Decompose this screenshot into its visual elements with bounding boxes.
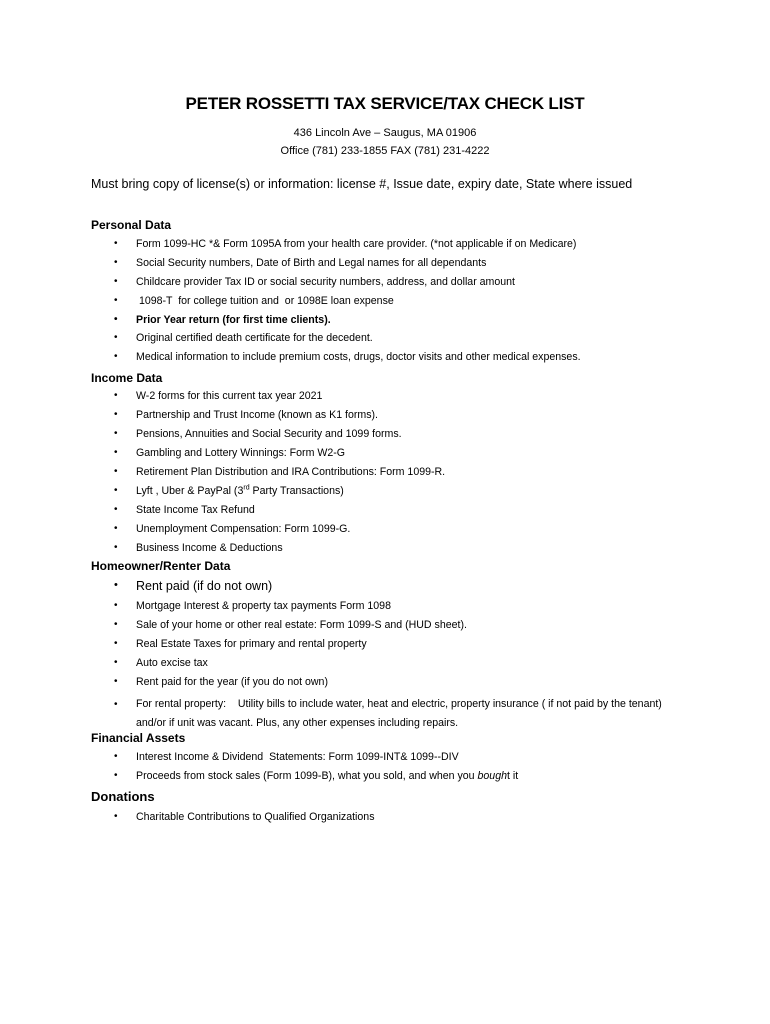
list-item: [0, 695, 686, 733]
list-item: [0, 811, 375, 830]
financial-assets-list: [0, 751, 518, 789]
section-heading-personal: Personal Data: [91, 218, 172, 232]
ordinal-suffix: rd: [243, 484, 250, 492]
list-item-text: Real Estate Taxes for primary and rental property: [136, 638, 367, 650]
list-item-text: Original certified death certificate for the decedent.: [136, 332, 373, 344]
page-title: PETER ROSSETTI TAX SERVICE/TAX CHECK LIST: [185, 94, 585, 113]
contact-line: Office (781) 233-1855 FAX (781) 231-4222: [280, 145, 490, 157]
list-item: [0, 238, 581, 257]
address-block: [0, 124, 770, 160]
list-item: [0, 351, 581, 370]
list-item-text: Interest Income & Dividend Statements: Form 1099-INT& 1099--DIV: [136, 751, 459, 763]
list-item-text: Gambling and Lottery Winnings: Form W2-G: [136, 447, 346, 459]
list-item: [0, 390, 445, 409]
section-heading-homeowner: Homeowner/Renter Data: [91, 559, 231, 573]
list-item-text: Childcare provider Tax ID or social security numbers, address, and dollar amount: [136, 276, 515, 288]
list-item: [0, 447, 445, 466]
bullet-icon: •: [114, 638, 118, 649]
bullet-icon: •: [114, 751, 118, 762]
list-item-text: Pensions, Annuities and Social Security and 1099 forms.: [136, 428, 402, 440]
list-item-text: Lyft , Uber & PayPal (3: [136, 485, 244, 497]
list-item: [0, 638, 686, 657]
list-item: [0, 295, 581, 314]
list-item-text: State Income Tax Refund: [136, 504, 255, 516]
bullet-icon: •: [114, 811, 118, 822]
list-item-text: Business Income & Deductions: [136, 542, 283, 554]
list-item-text: Rent paid (if do not own): [136, 579, 273, 593]
list-item: [0, 523, 445, 542]
list-item: [0, 257, 581, 276]
bullet-icon: •: [114, 314, 118, 325]
list-item-text: Rent paid for the year (if you do not own): [136, 676, 328, 688]
list-item: [0, 428, 445, 447]
bullet-icon: •: [114, 238, 118, 249]
bullet-icon: •: [114, 332, 118, 343]
bullet-icon: •: [114, 351, 118, 362]
bullet-icon: •: [114, 257, 118, 268]
bullet-icon: •: [114, 770, 118, 781]
list-item-text: Retirement Plan Distribution and IRA Contributions: Form 1099-R.: [136, 466, 446, 478]
bullet-icon: •: [114, 600, 118, 611]
list-item: [0, 314, 581, 332]
bullet-icon: •: [114, 390, 118, 401]
list-item-text: Unemployment Compensation: Form 1099-G.: [136, 523, 351, 535]
income-data-list: [0, 390, 445, 561]
list-item-text: Social Security numbers, Date of Birth and Legal names for all dependants: [136, 257, 487, 269]
list-item-text: Prior Year return (for first time clients).: [136, 314, 331, 326]
list-item: [0, 579, 686, 600]
bullet-icon: •: [114, 542, 118, 553]
list-item-text: Mortgage Interest & property tax payments Form 1098: [136, 600, 391, 612]
bullet-icon: •: [114, 619, 118, 630]
list-item-text: Form 1099-HC *& Form 1095A from your health care provider. (*not applicable if on Medicare): [136, 238, 577, 250]
bullet-icon: •: [114, 295, 118, 306]
list-item: [0, 657, 686, 676]
license-instructions: Must bring copy of license(s) or information: license #, Issue date, expiry date, State where issued: [91, 177, 633, 191]
personal-data-list: [0, 238, 581, 370]
list-item: [0, 770, 518, 789]
list-item-text: 1098-T for college tuition and or 1098E loan expense: [136, 295, 394, 307]
list-item: [0, 676, 686, 695]
bullet-icon: •: [114, 579, 118, 591]
bullet-icon: •: [114, 447, 118, 458]
list-item: [0, 466, 445, 485]
section-heading-income: Income Data: [91, 371, 163, 385]
list-item: [0, 600, 686, 619]
bullet-icon: •: [114, 485, 118, 496]
section-heading-donations: Donations: [91, 789, 155, 804]
bullet-icon: •: [114, 699, 118, 710]
list-item-text: Proceeds from stock sales (Form 1099-B), what you sold, and when you: [136, 770, 478, 782]
list-item: [0, 409, 445, 428]
list-item-text: For rental property: Utility bills to include water, heat and electric, property insurance ( if not paid by the tenant) and/or if unit was vacant. Plus, any other expenses including repairs.: [136, 698, 665, 729]
bullet-icon: •: [114, 276, 118, 287]
homeowner-data-list: [0, 579, 686, 733]
donations-list: [0, 811, 375, 830]
bullet-icon: •: [114, 676, 118, 687]
bullet-icon: •: [114, 523, 118, 534]
list-item: [0, 485, 445, 504]
list-item-text: Sale of your home or other real estate: Form 1099-S and (HUD sheet).: [136, 619, 467, 631]
list-item-text: W-2 forms for this current tax year 2021: [136, 390, 323, 402]
bullet-icon: •: [114, 428, 118, 439]
list-item-text-tail: t it: [506, 770, 519, 782]
bullet-icon: •: [114, 504, 118, 515]
list-item-text: Medical information to include premium costs, drugs, doctor visits and other medical expenses.: [136, 351, 581, 363]
list-item-emphasis: bough: [477, 770, 507, 782]
bullet-icon: •: [114, 466, 118, 477]
list-item-text: Auto excise tax: [136, 657, 208, 669]
bullet-icon: •: [114, 409, 118, 420]
list-item-text: Charitable Contributions to Qualified Organizations: [136, 811, 375, 823]
list-item: [0, 276, 581, 295]
list-item: [0, 332, 581, 351]
address-line: 436 Lincoln Ave – Saugus, MA 01906: [293, 127, 477, 139]
section-heading-financial: Financial Assets: [91, 731, 186, 745]
list-item-text: Partnership and Trust Income (known as K1 forms).: [136, 409, 378, 421]
list-item-text-tail: Party Transactions): [249, 485, 344, 497]
bullet-icon: •: [114, 657, 118, 668]
list-item: [0, 504, 445, 523]
list-item: [0, 619, 686, 638]
list-item: [0, 751, 518, 770]
